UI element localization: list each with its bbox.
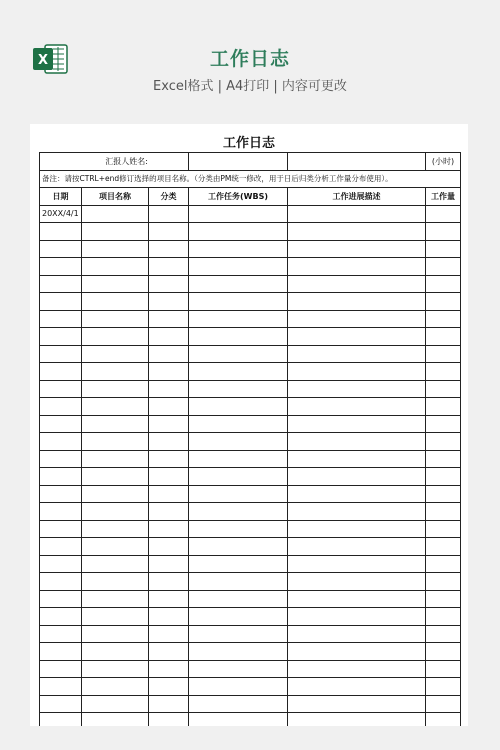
workload-cell[interactable] bbox=[426, 415, 461, 433]
table-row bbox=[40, 538, 461, 556]
task-cell[interactable] bbox=[189, 538, 288, 556]
project-cell[interactable] bbox=[82, 258, 149, 276]
progress-cell[interactable] bbox=[288, 275, 426, 293]
project-cell[interactable] bbox=[82, 643, 149, 661]
task-cell[interactable] bbox=[189, 660, 288, 678]
date-cell[interactable] bbox=[40, 380, 82, 398]
progress-cell[interactable] bbox=[288, 310, 426, 328]
task-cell[interactable] bbox=[189, 573, 288, 591]
task-cell[interactable] bbox=[189, 608, 288, 626]
task-cell[interactable] bbox=[189, 643, 288, 661]
category-cell[interactable] bbox=[149, 380, 189, 398]
progress-cell[interactable] bbox=[288, 205, 426, 223]
table-row bbox=[40, 503, 461, 521]
sheet-title: 工作日志 bbox=[222, 136, 275, 151]
column-header-project: 项目名称 bbox=[82, 188, 149, 206]
category-cell[interactable] bbox=[149, 468, 189, 486]
progress-cell[interactable] bbox=[288, 608, 426, 626]
table-row bbox=[40, 555, 461, 573]
category-cell[interactable] bbox=[149, 363, 189, 381]
task-cell[interactable] bbox=[189, 293, 288, 311]
table-row bbox=[40, 223, 461, 241]
progress-cell[interactable] bbox=[288, 713, 426, 727]
table-row bbox=[40, 275, 461, 293]
workload-cell[interactable] bbox=[426, 503, 461, 521]
progress-cell[interactable] bbox=[288, 433, 426, 451]
category-cell[interactable] bbox=[149, 643, 189, 661]
task-cell[interactable] bbox=[189, 398, 288, 416]
progress-cell[interactable] bbox=[288, 695, 426, 713]
date-cell[interactable] bbox=[40, 240, 82, 258]
date-cell[interactable] bbox=[40, 293, 82, 311]
column-header-category: 分类 bbox=[149, 188, 189, 206]
date-cell[interactable] bbox=[40, 625, 82, 643]
date-cell[interactable] bbox=[40, 310, 82, 328]
date-cell[interactable] bbox=[40, 503, 82, 521]
column-header-date: 日期 bbox=[40, 188, 82, 206]
category-cell[interactable] bbox=[149, 608, 189, 626]
date-cell[interactable] bbox=[40, 520, 82, 538]
table-row bbox=[40, 415, 461, 433]
workload-cell[interactable] bbox=[426, 520, 461, 538]
project-cell[interactable] bbox=[82, 398, 149, 416]
work-log-table bbox=[39, 152, 461, 726]
task-cell[interactable] bbox=[189, 275, 288, 293]
progress-cell[interactable] bbox=[288, 643, 426, 661]
table-row bbox=[40, 573, 461, 591]
workload-cell[interactable] bbox=[426, 275, 461, 293]
workload-cell[interactable] bbox=[426, 695, 461, 713]
project-cell[interactable] bbox=[82, 345, 149, 363]
project-cell[interactable] bbox=[82, 468, 149, 486]
workload-cell[interactable] bbox=[426, 468, 461, 486]
project-cell[interactable] bbox=[82, 293, 149, 311]
category-cell[interactable] bbox=[149, 223, 189, 241]
header-row bbox=[40, 188, 461, 206]
page-title: 工作日志 bbox=[209, 48, 290, 70]
table-row bbox=[40, 310, 461, 328]
workload-cell[interactable] bbox=[426, 205, 461, 223]
category-cell[interactable] bbox=[149, 398, 189, 416]
workload-cell[interactable] bbox=[426, 450, 461, 468]
workload-cell[interactable] bbox=[426, 485, 461, 503]
reporter-blank-cell bbox=[288, 153, 426, 171]
date-cell[interactable] bbox=[40, 555, 82, 573]
progress-cell[interactable] bbox=[288, 538, 426, 556]
date-cell[interactable] bbox=[40, 398, 82, 416]
table-row bbox=[40, 450, 461, 468]
date-cell[interactable] bbox=[40, 643, 82, 661]
workload-cell[interactable] bbox=[426, 608, 461, 626]
date-cell[interactable] bbox=[40, 345, 82, 363]
workload-cell[interactable] bbox=[426, 660, 461, 678]
category-cell[interactable] bbox=[149, 660, 189, 678]
category-cell[interactable] bbox=[149, 625, 189, 643]
workload-cell[interactable] bbox=[426, 363, 461, 381]
column-header-workload: 工作量 bbox=[426, 188, 461, 206]
date-cell[interactable] bbox=[40, 660, 82, 678]
category-cell[interactable] bbox=[149, 275, 189, 293]
category-cell[interactable] bbox=[149, 345, 189, 363]
table-row bbox=[40, 328, 461, 346]
reporter-label: 汇报人姓名: bbox=[40, 153, 189, 171]
project-cell[interactable] bbox=[82, 520, 149, 538]
date-cell[interactable] bbox=[40, 573, 82, 591]
project-cell[interactable] bbox=[82, 695, 149, 713]
table-row bbox=[40, 433, 461, 451]
project-cell[interactable] bbox=[82, 363, 149, 381]
category-cell[interactable] bbox=[149, 520, 189, 538]
project-cell[interactable] bbox=[82, 503, 149, 521]
table-row bbox=[40, 608, 461, 626]
date-cell[interactable] bbox=[40, 415, 82, 433]
category-cell[interactable] bbox=[149, 573, 189, 591]
task-cell[interactable] bbox=[189, 555, 288, 573]
category-cell[interactable] bbox=[149, 678, 189, 696]
progress-cell[interactable] bbox=[288, 520, 426, 538]
task-cell[interactable] bbox=[189, 240, 288, 258]
date-cell[interactable] bbox=[40, 713, 82, 727]
project-cell[interactable] bbox=[82, 205, 149, 223]
task-cell[interactable] bbox=[189, 380, 288, 398]
workload-cell[interactable] bbox=[426, 380, 461, 398]
table-row bbox=[40, 625, 461, 643]
project-cell[interactable] bbox=[82, 485, 149, 503]
task-cell[interactable] bbox=[189, 503, 288, 521]
table-row bbox=[40, 468, 461, 486]
table-row bbox=[40, 258, 461, 276]
workload-cell[interactable] bbox=[426, 538, 461, 556]
progress-cell[interactable] bbox=[288, 450, 426, 468]
project-cell[interactable] bbox=[82, 625, 149, 643]
workload-cell[interactable] bbox=[426, 625, 461, 643]
table-row bbox=[40, 240, 461, 258]
task-cell[interactable] bbox=[189, 433, 288, 451]
date-cell[interactable] bbox=[40, 608, 82, 626]
date-cell[interactable] bbox=[40, 695, 82, 713]
progress-cell[interactable] bbox=[288, 415, 426, 433]
task-cell[interactable] bbox=[189, 328, 288, 346]
task-cell[interactable] bbox=[189, 485, 288, 503]
progress-cell[interactable] bbox=[288, 590, 426, 608]
table-row bbox=[40, 660, 461, 678]
task-cell[interactable] bbox=[189, 678, 288, 696]
project-cell[interactable] bbox=[82, 433, 149, 451]
task-cell[interactable] bbox=[189, 520, 288, 538]
reporter-name-field[interactable] bbox=[189, 153, 288, 171]
progress-cell[interactable] bbox=[288, 363, 426, 381]
task-cell[interactable] bbox=[189, 415, 288, 433]
category-cell[interactable] bbox=[149, 695, 189, 713]
workload-cell[interactable] bbox=[426, 240, 461, 258]
table-row bbox=[40, 363, 461, 381]
task-cell[interactable] bbox=[189, 468, 288, 486]
progress-cell[interactable] bbox=[288, 345, 426, 363]
date-cell[interactable] bbox=[40, 275, 82, 293]
progress-cell[interactable] bbox=[288, 398, 426, 416]
project-cell[interactable] bbox=[82, 538, 149, 556]
table-row bbox=[40, 643, 461, 661]
category-cell[interactable] bbox=[149, 328, 189, 346]
progress-cell[interactable] bbox=[288, 555, 426, 573]
project-cell[interactable] bbox=[82, 223, 149, 241]
category-cell[interactable] bbox=[149, 503, 189, 521]
project-cell[interactable] bbox=[82, 660, 149, 678]
category-cell[interactable] bbox=[149, 590, 189, 608]
table-row bbox=[40, 345, 461, 363]
date-cell[interactable] bbox=[40, 590, 82, 608]
date-cell[interactable] bbox=[40, 258, 82, 276]
task-cell[interactable] bbox=[189, 695, 288, 713]
project-cell[interactable] bbox=[82, 240, 149, 258]
project-cell[interactable] bbox=[82, 573, 149, 591]
workload-cell[interactable] bbox=[426, 678, 461, 696]
project-cell[interactable] bbox=[82, 678, 149, 696]
workload-cell[interactable] bbox=[426, 328, 461, 346]
task-cell[interactable] bbox=[189, 363, 288, 381]
table-row bbox=[40, 205, 461, 223]
note-row bbox=[40, 170, 461, 188]
progress-cell[interactable] bbox=[288, 485, 426, 503]
project-cell[interactable] bbox=[82, 555, 149, 573]
project-cell[interactable] bbox=[82, 310, 149, 328]
excel-logo-letter: X bbox=[37, 53, 49, 68]
category-cell[interactable] bbox=[149, 240, 189, 258]
date-cell[interactable] bbox=[40, 678, 82, 696]
table-row bbox=[40, 380, 461, 398]
date-cell[interactable] bbox=[40, 433, 82, 451]
date-cell[interactable] bbox=[40, 485, 82, 503]
workload-cell[interactable] bbox=[426, 223, 461, 241]
reporter-row bbox=[40, 153, 461, 171]
category-cell[interactable] bbox=[149, 555, 189, 573]
date-cell[interactable] bbox=[40, 223, 82, 241]
category-cell[interactable] bbox=[149, 713, 189, 727]
workload-cell[interactable] bbox=[426, 310, 461, 328]
workload-cell[interactable] bbox=[426, 573, 461, 591]
table-row bbox=[40, 695, 461, 713]
date-cell[interactable] bbox=[40, 450, 82, 468]
task-cell[interactable] bbox=[189, 205, 288, 223]
table-row bbox=[40, 713, 461, 727]
task-cell[interactable] bbox=[189, 713, 288, 727]
progress-cell[interactable] bbox=[288, 468, 426, 486]
category-cell[interactable] bbox=[149, 433, 189, 451]
progress-cell[interactable] bbox=[288, 678, 426, 696]
date-cell[interactable]: 20XX/4/1 bbox=[40, 205, 82, 223]
table-row bbox=[40, 398, 461, 416]
workload-cell[interactable] bbox=[426, 398, 461, 416]
project-cell[interactable] bbox=[82, 608, 149, 626]
date-cell[interactable] bbox=[40, 538, 82, 556]
category-cell[interactable] bbox=[149, 205, 189, 223]
workload-cell[interactable] bbox=[426, 345, 461, 363]
category-cell[interactable] bbox=[149, 258, 189, 276]
workload-cell[interactable] bbox=[426, 433, 461, 451]
table-row bbox=[40, 678, 461, 696]
spreadsheet-preview bbox=[30, 124, 468, 726]
task-cell[interactable] bbox=[189, 345, 288, 363]
task-cell[interactable] bbox=[189, 450, 288, 468]
progress-cell[interactable] bbox=[288, 660, 426, 678]
project-cell[interactable] bbox=[82, 590, 149, 608]
task-cell[interactable] bbox=[189, 310, 288, 328]
workload-cell[interactable] bbox=[426, 590, 461, 608]
column-header-task: 工作任务(WBS) bbox=[189, 188, 288, 206]
project-cell[interactable] bbox=[82, 450, 149, 468]
category-cell[interactable] bbox=[149, 450, 189, 468]
column-header-progress: 工作进展描述 bbox=[288, 188, 426, 206]
project-cell[interactable] bbox=[82, 713, 149, 727]
workload-cell[interactable] bbox=[426, 713, 461, 727]
table-row bbox=[40, 590, 461, 608]
task-cell[interactable] bbox=[189, 258, 288, 276]
project-cell[interactable] bbox=[82, 328, 149, 346]
task-cell[interactable] bbox=[189, 625, 288, 643]
table-row bbox=[40, 485, 461, 503]
project-cell[interactable] bbox=[82, 380, 149, 398]
date-cell[interactable] bbox=[40, 328, 82, 346]
table-row bbox=[40, 293, 461, 311]
task-cell[interactable] bbox=[189, 590, 288, 608]
progress-cell[interactable] bbox=[288, 240, 426, 258]
category-cell[interactable] bbox=[149, 310, 189, 328]
note-text: 备注：请按CTRL+end修订选择的项目名称。（分类由PM统一修改，用于日后归类分析工作量分布使用）。 bbox=[40, 170, 461, 188]
table-row bbox=[40, 520, 461, 538]
project-cell[interactable] bbox=[82, 275, 149, 293]
date-cell[interactable] bbox=[40, 468, 82, 486]
category-cell[interactable] bbox=[149, 538, 189, 556]
date-cell[interactable] bbox=[40, 363, 82, 381]
progress-cell[interactable] bbox=[288, 503, 426, 521]
workload-cell[interactable] bbox=[426, 293, 461, 311]
progress-cell[interactable] bbox=[288, 625, 426, 643]
project-cell[interactable] bbox=[82, 415, 149, 433]
progress-cell[interactable] bbox=[288, 573, 426, 591]
workload-cell[interactable] bbox=[426, 555, 461, 573]
task-cell[interactable] bbox=[189, 223, 288, 241]
category-cell[interactable] bbox=[149, 293, 189, 311]
page-subtitle: Excel格式 | A4打印 | 内容可更改 bbox=[153, 79, 347, 94]
unit-label: (小时) bbox=[426, 153, 461, 171]
category-cell[interactable] bbox=[149, 415, 189, 433]
workload-cell[interactable] bbox=[426, 258, 461, 276]
category-cell[interactable] bbox=[149, 485, 189, 503]
progress-cell[interactable] bbox=[288, 380, 426, 398]
workload-cell[interactable] bbox=[426, 643, 461, 661]
progress-cell[interactable] bbox=[288, 328, 426, 346]
progress-cell[interactable] bbox=[288, 258, 426, 276]
progress-cell[interactable] bbox=[288, 223, 426, 241]
progress-cell[interactable] bbox=[288, 293, 426, 311]
